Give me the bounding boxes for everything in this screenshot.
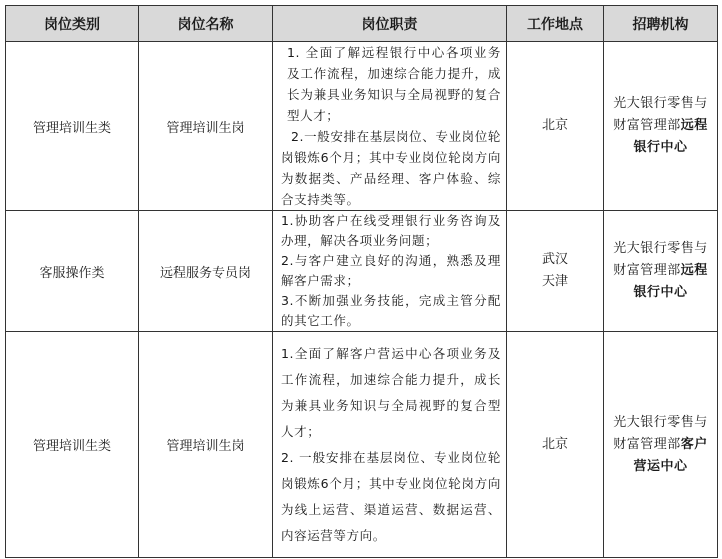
org-center: 远程银行中心 <box>633 118 708 155</box>
duty-item: 3.不断加强业务技能，完成主管分配的其它工作。 <box>281 293 501 328</box>
cell-org <box>604 42 718 211</box>
cell-location <box>507 332 604 558</box>
org-name: 光大银行零售与财富管理部 <box>613 241 708 278</box>
duty-item: 2.与客户建立良好的沟通，熟悉及理解客户需求； <box>281 253 501 288</box>
header-position: 岗位名称 <box>139 6 273 42</box>
cell-position: 管理培训生岗 <box>139 42 273 211</box>
cell-position: 管理培训生岗 <box>139 332 273 558</box>
cell-duties <box>273 211 507 332</box>
header-org: 招聘机构 <box>604 6 718 42</box>
cell-position: 远程服务专员岗 <box>139 211 273 332</box>
table-row <box>6 211 718 332</box>
cell-category: 管理培训生类 <box>6 332 139 558</box>
org-name: 光大银行零售与财富管理部 <box>613 414 708 452</box>
duty-item: 1.全面了解客户营运中心各项业务及工作流程，加速综合能力提升，成长为兼具业务知识与全局视野的复合型人才； <box>281 345 501 439</box>
org-center: 远程银行中心 <box>633 263 708 300</box>
org-name: 光大银行零售与财富管理部 <box>613 96 708 133</box>
cell-category: 管理培训生类 <box>6 42 139 211</box>
header-category: 岗位类别 <box>6 6 139 42</box>
location-text: 北京 <box>541 118 568 133</box>
cell-category: 客服操作类 <box>6 211 139 332</box>
cell-location <box>507 42 604 211</box>
header-row <box>6 6 718 42</box>
cell-org <box>604 211 718 332</box>
duty-item: 1.协助客户在线受理银行业务咨询及办理，解决各项业务问题； <box>281 213 501 248</box>
header-location: 工作地点 <box>507 6 604 42</box>
duty-item: 1. 全面了解远程银行中心各项业务及工作流程，加速综合能力提升，成长为兼具业务知识与全局视野的复合型人才； <box>287 45 501 123</box>
location-text: 北京 <box>541 436 568 452</box>
location-text: 天津 <box>541 274 568 289</box>
org-center: 客户营运中心 <box>633 436 708 474</box>
duty-item: 2. 一般安排在基层岗位、专业岗位轮岗锻炼6个月；其中专业岗位轮岗方向为线上运营、渠道运营、数据运营、内容运营等方向。 <box>281 449 501 543</box>
cell-location <box>507 211 604 332</box>
location-text: 武汉 <box>541 252 568 267</box>
header-duties: 岗位职责 <box>273 6 507 42</box>
cell-org <box>604 332 718 558</box>
duty-item: 2.一般安排在基层岗位、专业岗位轮岗锻炼6个月；其中专业岗位轮岗方向为数据类、产品经理、客户体验、综合支持类等。 <box>281 129 501 207</box>
table-row <box>6 42 718 211</box>
recruitment-table <box>5 5 718 558</box>
cell-duties <box>273 42 507 211</box>
table-row <box>6 332 718 558</box>
cell-duties <box>273 332 507 558</box>
